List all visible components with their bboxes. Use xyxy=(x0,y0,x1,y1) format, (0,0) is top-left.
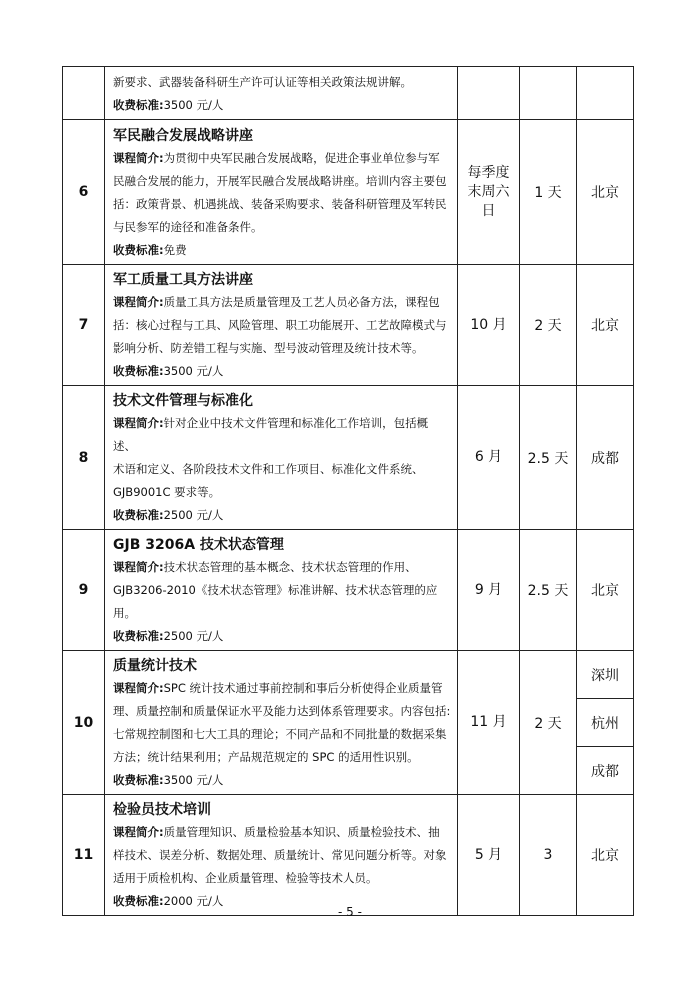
time-line: 每季度 xyxy=(467,164,510,181)
course-title: 技术文件管理与标准化 xyxy=(113,393,253,409)
row-number: 10 xyxy=(63,651,105,795)
description-line: 新要求、武器装备科研生产许可认证等相关政策法规讲解。 xyxy=(113,75,412,89)
fee-line xyxy=(113,239,451,262)
course-description-cell xyxy=(105,530,458,651)
duration-cell xyxy=(520,67,577,120)
description-text: 质量管理知识、质量检验基本知识、质量检验技术、抽 xyxy=(163,825,440,839)
location-item: 成都 xyxy=(577,747,633,795)
course-description-cell xyxy=(105,120,458,265)
intro-label: 课程简介: xyxy=(113,150,164,165)
fee-value: 2500 元/人 xyxy=(163,629,224,643)
fee-line xyxy=(113,769,451,792)
location-item: 深圳 xyxy=(591,667,619,684)
duration-cell: 2 天 xyxy=(520,265,577,386)
duration-cell: 2.5 天 xyxy=(520,386,577,530)
time-cell xyxy=(458,67,520,120)
time-cell: 10 月 xyxy=(458,265,520,386)
description-line: 民融合发展的能力，开展军民融合发展战略讲座。培训内容主要包 xyxy=(113,173,447,188)
time-line: 日 xyxy=(481,202,496,219)
description-line xyxy=(113,821,451,844)
table-row xyxy=(63,795,634,916)
fee-value: 2000 元/人 xyxy=(163,894,224,908)
description-line: 理、质量控制和质量保证水平及能力达到体系管理要求。内容包括: xyxy=(113,704,451,718)
row-number: 7 xyxy=(63,265,105,386)
duration-cell: 2.5 天 xyxy=(520,530,577,651)
location-cell xyxy=(577,651,634,795)
duration-cell: 2 天 xyxy=(520,651,577,795)
time-cell: 6 月 xyxy=(458,386,520,530)
description-line: 影响分析、防差错工程与实施、型号波动管理及统计技术等。 xyxy=(113,341,424,355)
table-row xyxy=(63,120,634,265)
description-line: GJB9001C 要求等。 xyxy=(113,485,221,499)
description-line xyxy=(113,291,451,314)
fee-label: 收费标准: xyxy=(113,894,164,908)
location-cell: 北京 xyxy=(577,795,634,916)
time-cell xyxy=(458,120,520,265)
page-number: - 5 - xyxy=(338,905,362,919)
course-table xyxy=(62,66,634,916)
intro-label: 课程简介: xyxy=(113,825,164,839)
description-text: 质量工具方法是质量管理及工艺人员必备方法，课程包 xyxy=(163,295,440,309)
time-cell: 11 月 xyxy=(458,651,520,795)
fee-label: 收费标准: xyxy=(113,242,164,257)
description-text: 为贯彻中央军民融合发展战略，促进企事业单位参与军 xyxy=(163,150,440,165)
fee-label: 收费标准: xyxy=(113,508,164,522)
intro-label: 课程简介: xyxy=(113,560,164,574)
intro-label: 课程简介: xyxy=(113,295,164,309)
table-row xyxy=(63,530,634,651)
location-cell: 北京 xyxy=(577,265,634,386)
course-description-cell xyxy=(105,386,458,530)
description-line: 方法；统计结果利用；产品规范规定的 SPC 的适用性识别。 xyxy=(113,750,419,764)
fee-value: 3500 元/人 xyxy=(163,364,224,378)
fee-value: 3500 元/人 xyxy=(163,773,224,787)
description-line xyxy=(113,677,451,700)
description-text: 针对企业中技术文件管理和标准化工作培训，包括概述、 xyxy=(113,416,429,453)
description-line: 七常规控制图和七大工具的理论；不同产品和不同批量的数据采集 xyxy=(113,727,447,741)
course-description-cell xyxy=(105,67,458,120)
course-description-cell xyxy=(105,651,458,795)
description-line: 样技术、误差分析、数据处理、质量统计、常见问题分析等。对象 xyxy=(113,848,447,862)
description-line: 适用于质检机构、企业质量管理、检验等技术人员。 xyxy=(113,871,378,885)
location-cell xyxy=(577,67,634,120)
location-cell: 北京 xyxy=(577,530,634,651)
description-text: SPC 统计技术通过事前控制和事后分析使得企业质量管 xyxy=(163,681,443,695)
fee-value: 3500 元/人 xyxy=(163,98,224,112)
time-cell: 5 月 xyxy=(458,795,520,916)
description-line xyxy=(113,147,451,170)
duration-cell: 1 天 xyxy=(520,120,577,265)
time-line: 末周六 xyxy=(467,183,510,200)
time-cell: 9 月 xyxy=(458,530,520,651)
course-title: 质量统计技术 xyxy=(113,658,197,674)
location-list xyxy=(577,651,633,794)
description-line xyxy=(113,412,451,458)
row-number: 9 xyxy=(63,530,105,651)
description-line: 与民参军的途径和准备条件。 xyxy=(113,219,263,234)
row-number xyxy=(63,67,105,120)
description-line xyxy=(113,556,451,579)
description-line: 术语和定义、各阶段技术文件和工作项目、标准化文件系统、 xyxy=(113,462,424,476)
description-line: GJB3206-2010《技术状态管理》标准讲解、技术状态管理的应用。 xyxy=(113,583,438,620)
fee-label: 收费标准: xyxy=(113,773,164,787)
description-line: 括：核心过程与工具、风险管理、职工功能展开、工艺故障模式与 xyxy=(113,318,447,332)
fee-line xyxy=(113,94,451,117)
table-row xyxy=(63,651,634,795)
location-item: 杭州 xyxy=(577,699,633,747)
course-title: 检验员技术培训 xyxy=(113,802,211,818)
location-cell: 北京 xyxy=(577,120,634,265)
row-number: 11 xyxy=(63,795,105,916)
fee-value: 免费 xyxy=(163,242,187,257)
fee-line xyxy=(113,625,451,648)
fee-value: 2500 元/人 xyxy=(163,508,224,522)
fee-label: 收费标准: xyxy=(113,98,164,112)
course-title: 军民融合发展战略讲座 xyxy=(113,127,253,144)
location-cell: 成都 xyxy=(577,386,634,530)
fee-line xyxy=(113,504,451,527)
table-row xyxy=(63,67,634,120)
fee-label: 收费标准: xyxy=(113,629,164,643)
table-row xyxy=(63,386,634,530)
table-row xyxy=(63,265,634,386)
course-title: 军工质量工具方法讲座 xyxy=(113,272,253,288)
duration-cell: 3 xyxy=(520,795,577,916)
course-description-cell xyxy=(105,795,458,916)
fee-line xyxy=(113,360,451,383)
description-text: 技术状态管理的基本概念、技术状态管理的作用、 xyxy=(163,560,417,574)
intro-label: 课程简介: xyxy=(113,416,164,430)
description-line: 括：政策背景、机遇挑战、装备采购要求、装备科研管理及军转民 xyxy=(113,196,447,211)
course-title: GJB 3206A 技术状态管理 xyxy=(113,537,284,553)
fee-label: 收费标准: xyxy=(113,364,164,378)
row-number: 6 xyxy=(63,120,105,265)
intro-label: 课程简介: xyxy=(113,681,164,695)
row-number: 8 xyxy=(63,386,105,530)
course-description-cell xyxy=(105,265,458,386)
